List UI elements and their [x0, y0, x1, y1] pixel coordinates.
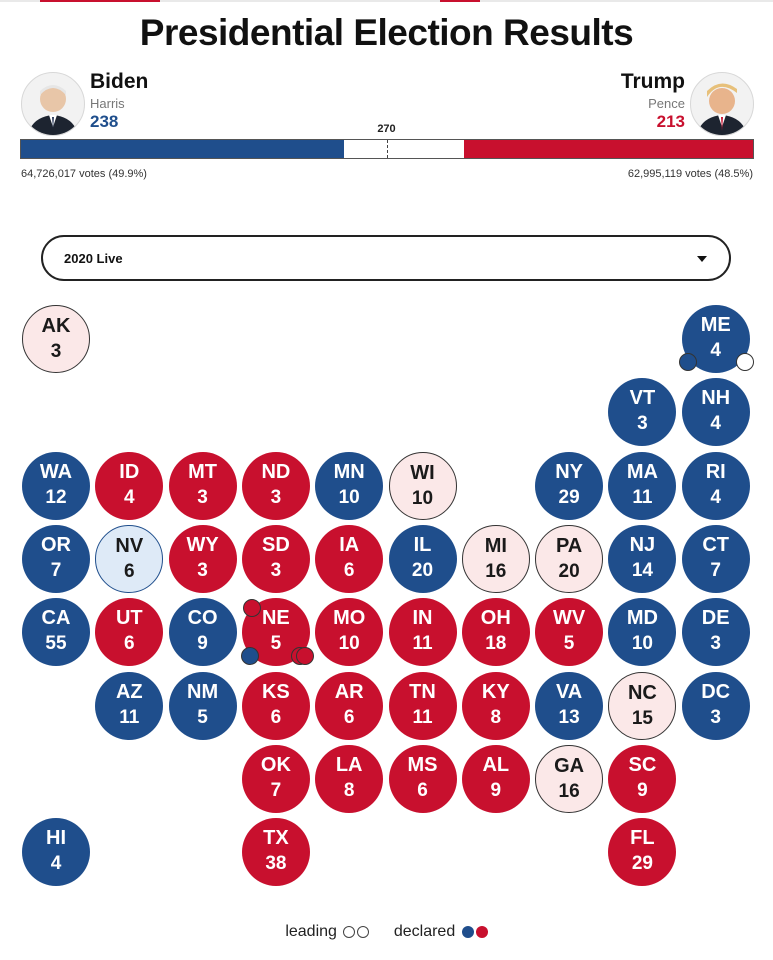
state-electoral-votes: 16 — [485, 560, 507, 582]
state-abbr: DC — [701, 680, 731, 703]
state-abbr: AK — [41, 315, 71, 337]
ne-district-dot — [243, 599, 261, 617]
state-wy[interactable] — [169, 525, 237, 593]
state-va[interactable] — [535, 672, 603, 740]
state-electoral-votes: 6 — [124, 560, 135, 582]
state-mo[interactable] — [315, 598, 383, 666]
state-dc[interactable] — [682, 672, 750, 740]
state-electoral-votes: 10 — [411, 487, 434, 509]
state-electoral-votes: 9 — [490, 779, 502, 801]
state-abbr: MN — [333, 460, 365, 483]
state-electoral-votes: 15 — [631, 707, 653, 729]
state-abbr: SC — [628, 753, 657, 776]
state-md[interactable] — [608, 598, 676, 666]
state-abbr: LA — [335, 753, 363, 776]
state-abbr: CO — [187, 607, 218, 630]
state-abbr: OK — [260, 753, 291, 776]
threshold-label: 270 — [377, 123, 396, 135]
state-abbr: NE — [261, 607, 290, 630]
state-abbr: ME — [700, 314, 731, 336]
state-electoral-votes: 3 — [197, 559, 208, 581]
state-abbr: KS — [261, 680, 290, 703]
state-wv[interactable] — [535, 598, 603, 666]
state-electoral-votes: 4 — [710, 486, 721, 508]
leading-dem-dot-icon — [343, 926, 355, 938]
state-abbr: AZ — [115, 680, 143, 703]
threshold-marker — [387, 140, 388, 158]
state-electoral-votes: 29 — [631, 853, 653, 875]
candidate-left-running-mate: Harris — [90, 96, 125, 111]
state-vt[interactable] — [608, 378, 676, 446]
declared-dem-dot-icon — [462, 926, 474, 938]
state-electoral-votes: 3 — [197, 486, 208, 508]
candidate-right-popular-votes: 62,995,119 votes (48.5%) — [627, 168, 753, 180]
state-electoral-votes: 20 — [411, 559, 434, 581]
state-ks[interactable] — [242, 672, 310, 740]
state-abbr: IA — [339, 533, 360, 556]
state-electoral-votes: 3 — [710, 633, 721, 655]
legend-leading — [285, 923, 369, 941]
state-abbr: OR — [41, 533, 71, 556]
state-abbr: AL — [482, 753, 510, 776]
state-electoral-votes: 7 — [50, 559, 62, 581]
state-ga[interactable] — [535, 745, 603, 813]
state-electoral-votes: 11 — [632, 486, 653, 508]
state-ri[interactable] — [682, 452, 750, 520]
state-sc[interactable] — [608, 745, 676, 813]
state-abbr: MA — [626, 460, 658, 483]
state-abbr: FL — [630, 827, 655, 850]
state-electoral-votes: 10 — [338, 633, 360, 655]
state-electoral-votes: 3 — [710, 706, 721, 728]
state-electoral-votes: 12 — [45, 486, 67, 508]
state-id[interactable] — [95, 452, 163, 520]
state-abbr: WI — [410, 461, 435, 484]
state-abbr: MO — [333, 607, 366, 630]
state-il[interactable] — [389, 525, 457, 593]
state-electoral-votes: 6 — [417, 779, 428, 801]
leading-rep-dot-icon — [357, 926, 369, 938]
rep-progress-fill — [464, 140, 753, 158]
state-ny[interactable] — [535, 452, 603, 520]
top-rule — [0, 0, 773, 2]
state-electoral-votes: 4 — [710, 340, 721, 361]
state-electoral-votes: 7 — [270, 779, 282, 801]
state-nc[interactable] — [608, 672, 676, 740]
state-electoral-votes: 4 — [50, 853, 62, 875]
state-electoral-votes: 8 — [343, 779, 355, 801]
state-electoral-votes: 3 — [637, 413, 648, 435]
state-mn[interactable] — [315, 452, 383, 520]
state-mi[interactable] — [462, 525, 530, 593]
state-abbr: NC — [627, 681, 657, 704]
page-title: Presidential Election Results — [139, 12, 634, 53]
state-electoral-votes: 4 — [124, 486, 135, 508]
state-de[interactable] — [682, 598, 750, 666]
state-abbr: CT — [702, 533, 730, 556]
state-tx[interactable] — [242, 818, 310, 886]
year-select-value: 2020 Live — [64, 251, 123, 266]
state-abbr: WA — [39, 460, 73, 483]
state-oh[interactable] — [462, 598, 530, 666]
state-ky[interactable] — [462, 672, 530, 740]
state-electoral-votes: 6 — [270, 706, 282, 728]
me-district-dot — [679, 353, 697, 371]
state-pa[interactable] — [535, 525, 603, 593]
state-fl[interactable] — [608, 818, 676, 886]
state-ca[interactable] — [22, 598, 90, 666]
state-abbr: AR — [334, 680, 364, 703]
state-ak[interactable] — [22, 305, 90, 373]
state-abbr: NH — [701, 387, 731, 410]
state-electoral-votes: 10 — [338, 486, 360, 508]
legend-declared — [394, 923, 488, 941]
state-electoral-votes: 55 — [45, 633, 67, 655]
legend-declared-label: declared — [393, 923, 456, 940]
state-electoral-votes: 29 — [558, 486, 580, 508]
state-electoral-votes: 11 — [412, 633, 433, 655]
state-abbr: NM — [187, 680, 219, 703]
state-electoral-votes: 8 — [490, 706, 502, 728]
state-abbr: SD — [261, 533, 290, 556]
state-abbr: DE — [701, 607, 730, 630]
state-electoral-votes: 5 — [197, 706, 208, 728]
state-electoral-votes: 3 — [270, 486, 282, 508]
legend — [0, 923, 773, 941]
state-electoral-votes: 6 — [343, 559, 355, 581]
state-ct[interactable] — [682, 525, 750, 593]
candidate-right-running-mate: Pence — [648, 96, 685, 111]
candidate-left-popular-votes: 64,726,017 votes (49.9%) — [21, 168, 147, 180]
dem-progress-fill — [21, 140, 344, 158]
state-abbr: PA — [555, 534, 583, 557]
state-abbr: MI — [484, 534, 507, 557]
state-sd[interactable] — [242, 525, 310, 593]
state-abbr: VA — [555, 680, 583, 703]
state-abbr: NJ — [629, 533, 656, 556]
state-nv[interactable] — [95, 525, 163, 593]
electoral-progress-bar — [20, 139, 754, 159]
state-electoral-votes: 9 — [197, 633, 208, 655]
state-abbr: WY — [186, 533, 219, 556]
state-tn[interactable] — [389, 672, 457, 740]
state-abbr: WV — [552, 607, 586, 630]
state-abbr: KY — [481, 680, 510, 703]
state-electoral-votes: 7 — [710, 559, 721, 581]
state-wi[interactable] — [389, 452, 457, 520]
state-abbr: VT — [629, 387, 656, 410]
state-electoral-votes: 6 — [124, 633, 135, 655]
state-ma[interactable] — [608, 452, 676, 520]
ne-district-dot — [241, 647, 259, 665]
state-abbr: NV — [115, 534, 144, 557]
state-abbr: ID — [119, 460, 140, 483]
state-ar[interactable] — [315, 672, 383, 740]
state-electoral-votes: 18 — [485, 633, 507, 655]
state-abbr: RI — [705, 460, 726, 483]
state-electoral-votes: 20 — [558, 560, 580, 582]
state-ut[interactable] — [95, 598, 163, 666]
state-abbr: IL — [413, 533, 432, 556]
state-electoral-votes: 13 — [558, 706, 580, 728]
state-abbr: OH — [480, 607, 511, 630]
top-rule-accent — [440, 0, 480, 2]
state-al[interactable] — [462, 745, 530, 813]
state-ms[interactable] — [389, 745, 457, 813]
state-electoral-votes: 16 — [558, 780, 580, 802]
state-ok[interactable] — [242, 745, 310, 813]
state-mt[interactable] — [169, 452, 237, 520]
state-abbr: MS — [407, 753, 438, 776]
state-nj[interactable] — [608, 525, 676, 593]
state-co[interactable] — [169, 598, 237, 666]
state-electoral-votes: 10 — [631, 633, 653, 655]
state-abbr: HI — [46, 827, 66, 850]
state-electoral-votes: 3 — [270, 559, 282, 581]
state-wa[interactable] — [22, 452, 90, 520]
candidate-left-electoral-votes: 238 — [90, 112, 119, 131]
me-district-dot — [736, 353, 754, 371]
legend-leading-label: leading — [285, 923, 337, 940]
state-electoral-votes: 4 — [710, 413, 721, 435]
state-la[interactable] — [315, 745, 383, 813]
candidate-left-name: Biden — [90, 70, 149, 93]
state-electoral-votes: 11 — [119, 706, 140, 728]
chevron-down-icon — [697, 256, 707, 262]
state-electoral-votes: 6 — [343, 706, 355, 728]
ne-district-dot — [296, 647, 314, 665]
top-rule-accent — [40, 0, 160, 2]
state-or[interactable] — [22, 525, 90, 593]
state-electoral-votes: 5 — [270, 633, 282, 655]
state-electoral-votes: 11 — [412, 706, 433, 728]
state-abbr: MT — [188, 460, 218, 483]
state-abbr: TN — [409, 680, 436, 703]
state-abbr: MD — [626, 607, 658, 630]
state-abbr: IN — [412, 607, 433, 630]
state-nh[interactable] — [682, 378, 750, 446]
state-in[interactable] — [389, 598, 457, 666]
state-abbr: GA — [554, 754, 585, 777]
candidate-right-electoral-votes: 213 — [656, 112, 685, 131]
state-ia[interactable] — [315, 525, 383, 593]
state-electoral-votes: 5 — [563, 633, 575, 655]
state-electoral-votes: 38 — [265, 853, 287, 875]
state-abbr: NY — [555, 460, 583, 483]
state-electoral-votes: 3 — [50, 341, 62, 362]
candidate-right-name: Trump — [620, 70, 685, 93]
state-abbr: CA — [41, 607, 71, 630]
state-nm[interactable] — [169, 672, 237, 740]
state-nd[interactable] — [242, 452, 310, 520]
state-abbr: UT — [115, 607, 143, 630]
state-electoral-votes: 14 — [631, 559, 653, 581]
state-az[interactable] — [95, 672, 163, 740]
state-hi[interactable] — [22, 818, 90, 886]
state-abbr: ND — [261, 460, 291, 483]
declared-rep-dot-icon — [476, 926, 488, 938]
state-abbr: TX — [263, 827, 289, 850]
year-select[interactable] — [41, 235, 731, 281]
state-electoral-votes: 9 — [637, 779, 648, 801]
